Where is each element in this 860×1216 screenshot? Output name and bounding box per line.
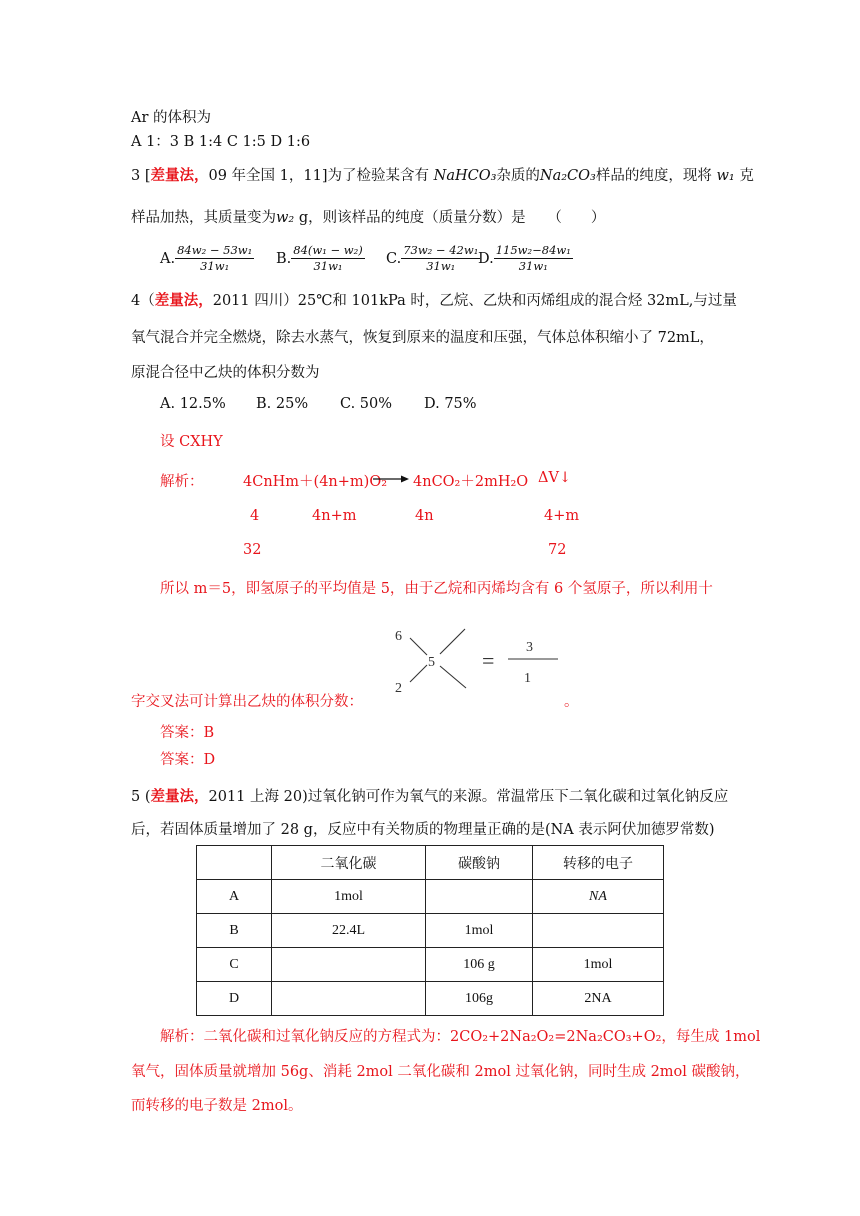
table-row	[197, 914, 664, 948]
fraction	[175, 243, 254, 274]
denominator: 31w₁	[426, 259, 456, 273]
question-text: 2011 四川）25℃和 101kPa 时，乙烷、乙炔和丙烯组成的混合烃 32mL,与过量	[212, 293, 737, 309]
table-cell: 1mol	[533, 948, 664, 982]
explanation-line: 而转移的电子数是 2mol。	[131, 1098, 303, 1114]
table-header-row	[197, 846, 664, 880]
method-tag: 差量法，	[150, 167, 209, 184]
question-text: 09 年全国 1，11]为了检验某含有	[208, 168, 430, 184]
cross-value-center: 5	[428, 655, 435, 670]
question-number: 3 [	[131, 168, 151, 184]
answer-table	[196, 845, 664, 1016]
option-label: A.	[160, 250, 176, 267]
option-d: D. 75%	[424, 396, 477, 412]
option-c	[386, 243, 480, 274]
table-header: 碳酸钠	[426, 846, 533, 880]
chemical-formula: Na₂CO₃	[539, 168, 596, 184]
volume-change: ΔV↓	[538, 470, 572, 486]
question-text: 克	[739, 168, 754, 184]
question-number: 5 (	[131, 789, 151, 805]
explanation-para: 所以 m＝5，即氢原子的平均值是 5，由于乙烷和丙烯均含有 6 个氢原子，所以利用十	[160, 581, 713, 597]
method-tag: 差量法，	[150, 788, 209, 805]
fraction	[401, 243, 480, 274]
table-row	[197, 982, 664, 1016]
table-cell: 2NA	[533, 982, 664, 1016]
question-4-line-2: 氧气混合并完全燃烧，除去水蒸气，恢复到原来的温度和压强，气体总体积缩小了 72mL，	[131, 330, 714, 346]
cross-method-diagram	[390, 624, 570, 706]
option-label: D.	[478, 250, 494, 267]
numerator: 84(w₁ − w₂)	[293, 243, 363, 257]
chemical-formula: NaHCO₃	[433, 168, 497, 184]
question-text: 2011 上海 20)过氧化钠可作为氧气的来源。常温常压下二氧化碳和过氧化钠反应	[208, 789, 729, 805]
option-d	[478, 243, 573, 274]
question-4-line-3: 原混合径中乙炔的体积分数为	[131, 365, 320, 381]
text-line: Ar 的体积为	[131, 110, 212, 126]
question-5-line-1	[131, 785, 728, 806]
denominator: 31w₁	[200, 259, 230, 273]
ratio-cell: 4	[250, 508, 260, 524]
table-cell: D	[197, 982, 272, 1016]
option-a: A. 12.5%	[160, 396, 226, 412]
explanation-label: 解析：	[160, 474, 204, 490]
table-row	[197, 880, 664, 914]
numerator: 73w₂ − 42w₁	[403, 243, 479, 257]
denominator: 31w₁	[313, 259, 343, 273]
question-5-line-2: 后，若固体质量增加了 28 g，反应中有关物质的物理量正确的是(NA 表示阿伏加德罗常数)	[131, 822, 715, 838]
answer: 答案：B	[160, 725, 215, 741]
option-label: B.	[276, 250, 292, 267]
option-b	[276, 243, 365, 274]
question-3-line-2	[131, 206, 605, 227]
cross-value-a: 6	[395, 629, 402, 644]
question-text: 样品的纯度，现将	[595, 168, 712, 184]
numerator: 115w₂−84w₁	[495, 243, 571, 257]
table-header: 二氧化碳	[272, 846, 426, 880]
variable: w₂	[276, 210, 295, 226]
table-header: 转移的电子	[533, 846, 664, 880]
explanation-para: 字交叉法可计算出乙炔的体积分数：	[131, 694, 363, 710]
ratio-cell: 32	[243, 542, 262, 558]
table-cell	[272, 948, 426, 982]
variable: w₁	[716, 168, 735, 184]
fraction	[494, 243, 573, 274]
table-cell	[533, 914, 664, 948]
denominator: 31w₁	[518, 259, 548, 273]
answer: 答案：D	[160, 752, 216, 768]
table-cell: C	[197, 948, 272, 982]
option-a	[160, 243, 254, 274]
table-cell: NA	[533, 880, 664, 914]
question-4-line-1	[131, 289, 737, 310]
table-cell	[426, 880, 533, 914]
option-b: B. 25%	[256, 396, 309, 412]
cross-value-b: 2	[395, 681, 402, 696]
cross-bottom: 1	[524, 671, 531, 686]
question-text: g，则该样品的纯度（质量分数）是 （ ）	[294, 210, 606, 226]
explanation-line: 解析：二氧化碳和过氧化钠反应的方程式为：2CO₂+2Na₂O₂=2Na₂CO₃+O₂，每生成 1mol	[160, 1029, 761, 1045]
cross-top: 3	[526, 640, 533, 655]
table-cell: 106g	[426, 982, 533, 1016]
answer-options-line: A 1：3 B 1:4 C 1:5 D 1:6	[131, 134, 311, 150]
question-number: 4（	[131, 293, 155, 309]
table-cell: 1mol	[272, 880, 426, 914]
question-3-line-1	[131, 164, 754, 185]
fraction	[291, 243, 364, 274]
table-cell: B	[197, 914, 272, 948]
ratio-cell: 72	[548, 542, 567, 558]
ratio-cell: 4+m	[544, 508, 580, 524]
cross-equals: =	[482, 648, 495, 673]
table-cell: 106 g	[426, 948, 533, 982]
equation-right: 4nCO₂＋2mH₂O	[413, 474, 529, 490]
table-cell: 22.4L	[272, 914, 426, 948]
equation-left: 4CnHm＋(4n+m)O₂	[243, 474, 388, 490]
table-row	[197, 948, 664, 982]
setup-text: 设 CXHY	[160, 434, 223, 450]
ratio-cell: 4n+m	[312, 508, 357, 524]
table-cell: A	[197, 880, 272, 914]
explanation-line: 氧气，固体质量就增加 56g、消耗 2mol 二氧化碳和 2mol 过氧化钠，同时生成 2mol 碳酸钠，	[131, 1064, 750, 1080]
reaction-arrow-icon	[372, 472, 410, 486]
table-cell: 1mol	[426, 914, 533, 948]
table-header	[197, 846, 272, 880]
question-text: 杂质的	[496, 168, 540, 184]
method-tag: 差量法，	[154, 292, 213, 309]
option-label: C.	[386, 250, 402, 267]
table-cell	[272, 982, 426, 1016]
ratio-cell: 4n	[415, 508, 434, 524]
option-c: C. 50%	[340, 396, 393, 412]
period: 。	[564, 694, 579, 710]
numerator: 84w₂ − 53w₁	[177, 243, 253, 257]
question-text: 样品加热，其质量变为	[131, 210, 276, 226]
